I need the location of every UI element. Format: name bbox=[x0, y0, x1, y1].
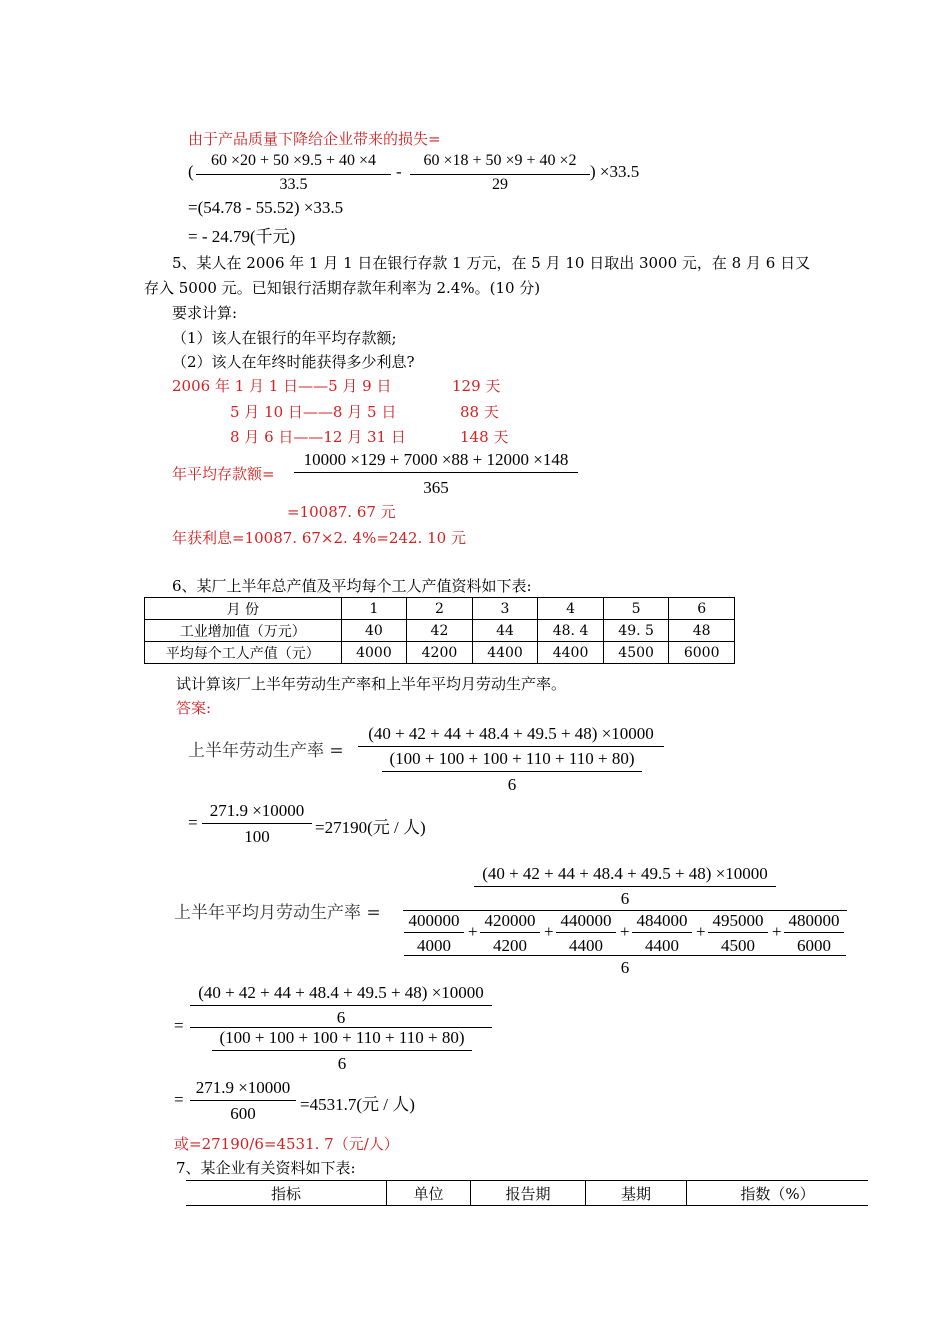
table-cell: 4500 bbox=[603, 642, 669, 664]
period-range: 2006 年 1 月 1 日——5 月 9 日 bbox=[172, 377, 392, 395]
table-cell: 2 bbox=[407, 598, 473, 620]
table-cell: 工业增加值（万元） bbox=[145, 620, 342, 642]
f3-frac-bar bbox=[708, 932, 768, 933]
plus-sign: + bbox=[772, 922, 782, 941]
f4-equals: = bbox=[174, 1016, 184, 1035]
f1-denominator-top: (100 + 100 + 100 + 110 + 110 + 80) bbox=[389, 749, 635, 768]
f3-frac-num: 495000 bbox=[712, 911, 764, 930]
table-cell: 4400 bbox=[538, 642, 604, 664]
f3-frac-bar bbox=[404, 932, 464, 933]
q7-header-cell: 指标 bbox=[270, 1185, 301, 1203]
f4-denominator-denominator: 6 bbox=[337, 1054, 347, 1073]
f3-frac-den: 4200 bbox=[493, 936, 527, 955]
answer-label: 答案: bbox=[176, 699, 212, 717]
loss-label: 由于产品质量下降给企业带来的损失= bbox=[188, 130, 441, 148]
table-row bbox=[145, 642, 735, 664]
f3-main-bar bbox=[403, 910, 847, 911]
frac1-bar bbox=[196, 174, 391, 175]
q5-requirement: 要求计算: bbox=[172, 304, 238, 322]
f3-frac-bar bbox=[784, 932, 844, 933]
avg-deposit-result: =10087. 67 元 bbox=[287, 503, 396, 521]
table-cell: 6000 bbox=[669, 642, 735, 664]
q7-table-bottom-rule bbox=[186, 1205, 868, 1206]
period-days: 88 天 bbox=[460, 403, 499, 421]
q5-line2: 存入 5000 元。已知银行活期存款年利率为 2.4%。(10 分) bbox=[144, 279, 541, 297]
q7-intro: 7、某企业有关资料如下表: bbox=[176, 1159, 356, 1177]
frac2-numerator: 60 ×18 + 50 ×9 + 40 ×2 bbox=[423, 152, 577, 169]
q5-line1: 5、某人在 2006 年 1 月 1 日在银行存款 1 万元，在 5 月 10 日取出 3000 元，在 8 月 6 日又 bbox=[172, 254, 811, 272]
table-cell: 4400 bbox=[472, 642, 538, 664]
table-cell: 4 bbox=[538, 598, 604, 620]
period-days: 129 天 bbox=[452, 377, 501, 395]
f3-frac-num: 420000 bbox=[484, 911, 536, 930]
plus-sign: + bbox=[696, 922, 706, 941]
q7-header-cell: 基期 bbox=[620, 1185, 651, 1203]
f2-bar bbox=[202, 823, 312, 824]
table-cell: 5 bbox=[603, 598, 669, 620]
avg-deposit-bar bbox=[294, 472, 578, 473]
period-days: 148 天 bbox=[460, 428, 509, 446]
table-cell: 44 bbox=[472, 620, 538, 642]
interest-result: 年获利息=10087. 67×2. 4%=242. 10 元 bbox=[172, 529, 466, 547]
table-cell: 6 bbox=[669, 598, 735, 620]
f3-frac-num: 480000 bbox=[788, 911, 840, 930]
table-cell: 40 bbox=[341, 620, 407, 642]
q5-sub2: （2）该人在年终时能获得多少利息? bbox=[172, 353, 415, 371]
q4-step1: =(54.78 - 55.52) ×33.5 bbox=[188, 198, 344, 217]
plus-sign: + bbox=[620, 922, 630, 941]
f3-frac-num: 440000 bbox=[560, 911, 612, 930]
avg-deposit-numerator: 10000 ×129 + 7000 ×88 + 12000 ×148 bbox=[303, 450, 569, 469]
table-cell: 1 bbox=[341, 598, 407, 620]
f2-equals: = bbox=[188, 813, 198, 832]
q6-intro: 6、某厂上半年总产值及平均每个工人产值资料如下表: bbox=[172, 577, 532, 595]
f3-top-inner-bar bbox=[474, 886, 776, 887]
f3-frac-bar bbox=[480, 932, 540, 933]
f2-numerator: 271.9 ×10000 bbox=[209, 801, 305, 820]
close-mult: ) ×33.5 bbox=[590, 162, 640, 181]
table-cell: 3 bbox=[472, 598, 538, 620]
f5-equals: = bbox=[174, 1090, 184, 1109]
f3-label: 上半年平均月劳动生产率 = bbox=[174, 903, 381, 923]
frac1-denominator: 33.5 bbox=[279, 176, 308, 193]
table-cell: 48 bbox=[669, 620, 735, 642]
table-row bbox=[145, 620, 735, 642]
f3-frac-den: 6000 bbox=[797, 936, 831, 955]
table-cell: 4200 bbox=[407, 642, 473, 664]
f3-frac-den: 4000 bbox=[417, 936, 451, 955]
q5-sub1: （1）该人在银行的年平均存款额; bbox=[172, 329, 397, 347]
q7-header-cell: 单位 bbox=[413, 1185, 444, 1203]
table-cell: 48. 4 bbox=[538, 620, 604, 642]
table-cell: 月 份 bbox=[145, 598, 342, 620]
f1-numerator: (40 + 42 + 44 + 48.4 + 49.5 + 48) ×10000 bbox=[368, 724, 654, 743]
f4-numerator: (40 + 42 + 44 + 48.4 + 49.5 + 48) ×10000 bbox=[198, 983, 484, 1002]
f3-bottom-bar bbox=[404, 955, 846, 956]
table-cell: 42 bbox=[407, 620, 473, 642]
f1-inner-bar bbox=[382, 771, 642, 772]
f1-denominator-bottom: 6 bbox=[507, 775, 517, 794]
table-header-row bbox=[145, 598, 735, 620]
f3-frac-bar bbox=[556, 932, 616, 933]
frac1-numerator: 60 ×20 + 50 ×9.5 + 40 ×4 bbox=[210, 152, 377, 169]
f2-result: =27190(元 / 人) bbox=[315, 818, 426, 837]
minus-sign: - bbox=[396, 162, 402, 181]
f5-bar bbox=[190, 1100, 296, 1101]
q6-task: 试计算该厂上半年劳动生产率和上半年平均月劳动生产率。 bbox=[176, 675, 567, 693]
open-paren: ( bbox=[188, 162, 194, 181]
period-range: 5 月 10 日——8 月 5 日 bbox=[230, 403, 397, 421]
f3-frac-num: 484000 bbox=[636, 911, 688, 930]
f3-top-denominator: 6 bbox=[620, 889, 630, 908]
f4-den-bar bbox=[212, 1050, 472, 1051]
f3-frac-den: 4400 bbox=[569, 936, 603, 955]
f4-denominator: (100 + 100 + 100 + 110 + 110 + 80) bbox=[219, 1028, 465, 1047]
f5-numerator: 271.9 ×10000 bbox=[195, 1078, 291, 1097]
f1-label: 上半年劳动生产率 = bbox=[188, 741, 344, 761]
plus-sign: + bbox=[468, 922, 478, 941]
f3-frac-num: 400000 bbox=[408, 911, 460, 930]
f4-num-bar bbox=[190, 1005, 492, 1006]
f3-frac-den: 4500 bbox=[721, 936, 755, 955]
production-table bbox=[144, 597, 735, 664]
q7-header-cell: 报告期 bbox=[505, 1185, 551, 1203]
table-cell: 平均每个工人产值（元） bbox=[145, 642, 342, 664]
avg-deposit-label: 年平均存款额= bbox=[172, 465, 275, 483]
f3-bottom-denominator: 6 bbox=[620, 958, 630, 977]
f3-frac-den: 4400 bbox=[645, 936, 679, 955]
f5-result: =4531.7(元 / 人) bbox=[300, 1095, 415, 1114]
f5-denominator: 600 bbox=[230, 1104, 256, 1123]
period-range: 8 月 6 日——12 月 31 日 bbox=[230, 428, 406, 446]
q4-step2: = - 24.79(千元) bbox=[188, 227, 296, 246]
frac2-denominator: 29 bbox=[492, 176, 508, 193]
f4-numerator-denominator: 6 bbox=[336, 1008, 346, 1027]
f2-denominator: 100 bbox=[244, 827, 270, 846]
q7-header-cell: 指数（%） bbox=[740, 1185, 815, 1203]
avg-deposit-denominator: 365 bbox=[423, 478, 449, 497]
q7-table-top-rule bbox=[186, 1180, 868, 1181]
alt-answer: 或=27190/6=4531. 7（元/人） bbox=[174, 1135, 399, 1153]
f3-frac-bar bbox=[632, 932, 692, 933]
f1-main-bar bbox=[358, 746, 664, 747]
f3-top-numerator: (40 + 42 + 44 + 48.4 + 49.5 + 48) ×10000 bbox=[482, 864, 768, 883]
plus-sign: + bbox=[544, 922, 554, 941]
table-cell: 4000 bbox=[341, 642, 407, 664]
frac2-bar bbox=[410, 174, 590, 175]
table-cell: 49. 5 bbox=[603, 620, 669, 642]
